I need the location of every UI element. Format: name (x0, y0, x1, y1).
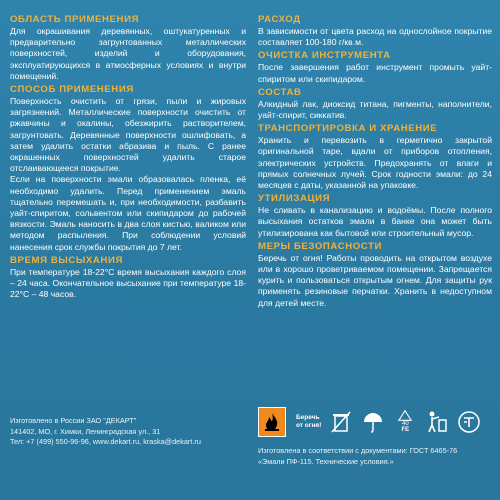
tidy-man-icon (425, 410, 449, 434)
section-heading: ТРАНСПОРТИРОВКА И ХРАНЕНИЕ (258, 123, 438, 135)
warning-icons-row (258, 402, 481, 442)
section-text: Поверхность очистить от грязи, пыли и жировых загрязнений. Металлические поверхности очистить от ржавчины и окалины, обезжирить растворителем, загрунтовать. Деревянные поверхности ошлифовать, а затем удалить остатки абразива и пыль. С ранее окрашенных поверхностей удалить старое отслаивающееся покрытие. Если на поверхности эмали образовалась пленка, её необходимо удалить. Перед применением эмаль тщательно перемешать и, при необходимости, разбавить уайт-спиритом, сольвентом или скипидаром до рабочей вязкости. Эмаль наносить в два слоя кистью, валиком или методом распыления. При соблюдении условий нанесения срок службы покрытия до 7 лет. (10, 96, 246, 252)
keep-dry-icon (361, 410, 385, 434)
recycle-number: 40 (402, 421, 409, 427)
fire-warning-label: Беречь от огня! (296, 414, 322, 429)
section-text: Алкидный лак, диоксид титана, пигменты, наполнители, уайт-спирит, сиккатив. (258, 98, 492, 121)
section-application-method (10, 84, 246, 253)
section-text: Не сливать в канализацию и водоёмы. После полного высыхания остатков эмали в банке она может быть утилизирована как бытовой или строительный мусор. (258, 205, 492, 238)
section-safety (258, 241, 492, 309)
section-heading: ВРЕМЯ ВЫСЫХАНИЯ (10, 254, 123, 266)
section-heading: МЕРЫ БЕЗОПАСНОСТИ (258, 240, 383, 252)
section-text: После завершения работ инструмент промыть уайт-спиритом или скипидаром. (258, 62, 492, 84)
section-text: В зависимости от цвета расход на однослойное покрытие составляет 100-180 г/кв.м. (258, 26, 492, 48)
section-heading: СОСТАВ (258, 86, 302, 98)
section-heading: РАСХОД (258, 14, 301, 25)
section-consumption (258, 14, 492, 48)
section-drying-time (10, 255, 246, 301)
section-text: При температуре 18-22°C время высыхания каждого слоя – 24 часа. Окончательное высыхание при температуре 18-22°C – 48 часов. (10, 266, 246, 300)
section-text: Беречь от огня! Работы проводить на открытом воздухе или в хорошо проветриваемом помещении. Запрещается курить и пользоваться открытым огнем. Для защиты рук применять резиновые перчатки. Хранить в недоступном для детей месте. (258, 252, 492, 308)
right-column (258, 12, 492, 309)
manufacturer-info: Изготовлено в России ЗАО "ДЕКАРТ" 141402, МО, г. Химки, Ленинградская ул., 31 Тел: +7 (499) 550-96-96, www.dekart.ru, kraska@dekart.ru (10, 416, 201, 447)
recycle-code: FE (401, 427, 410, 433)
left-column (10, 12, 246, 300)
section-application-area (10, 14, 246, 82)
eac-mark-icon (457, 410, 481, 434)
standards-info: Изготовлена в соответствии с документами: ГОСТ 6465-76 «Эмали ПФ-115. Технические условия.» (258, 446, 458, 466)
recycle-icon (393, 410, 417, 434)
trash-bin-icon (329, 410, 353, 434)
section-text: Для окрашивания деревянных, оштукатуренных и предварительно загрунтованных металлических поверхностей, изделий и оборудования, эксплуатирующихся в атмосферных условиях и внутри помещений. (10, 26, 246, 81)
section-heading: УТИЛИЗАЦИЯ (258, 193, 331, 205)
section-transport-storage (258, 123, 492, 191)
section-heading: СПОСОБ ПРИМЕНЕНИЯ (10, 84, 134, 96)
section-tool-cleaning (258, 50, 492, 84)
section-heading: ОБЛАСТЬ ПРИМЕНЕНИЯ (10, 14, 140, 25)
section-disposal (258, 193, 492, 239)
section-heading: ОЧИСТКА ИНСТРУМЕНТА (258, 50, 391, 62)
section-composition (258, 87, 492, 121)
section-text: Хранить и перевозить в герметично закрытой оригинальной таре, вдали от приборов отопления, электрических устройств. Предохранять от влаги и прямых солнечных лучей. Срок годности эмали: до 24 месяцев с даты, указанной на упаковке. (258, 135, 492, 191)
flammable-icon (258, 407, 286, 437)
